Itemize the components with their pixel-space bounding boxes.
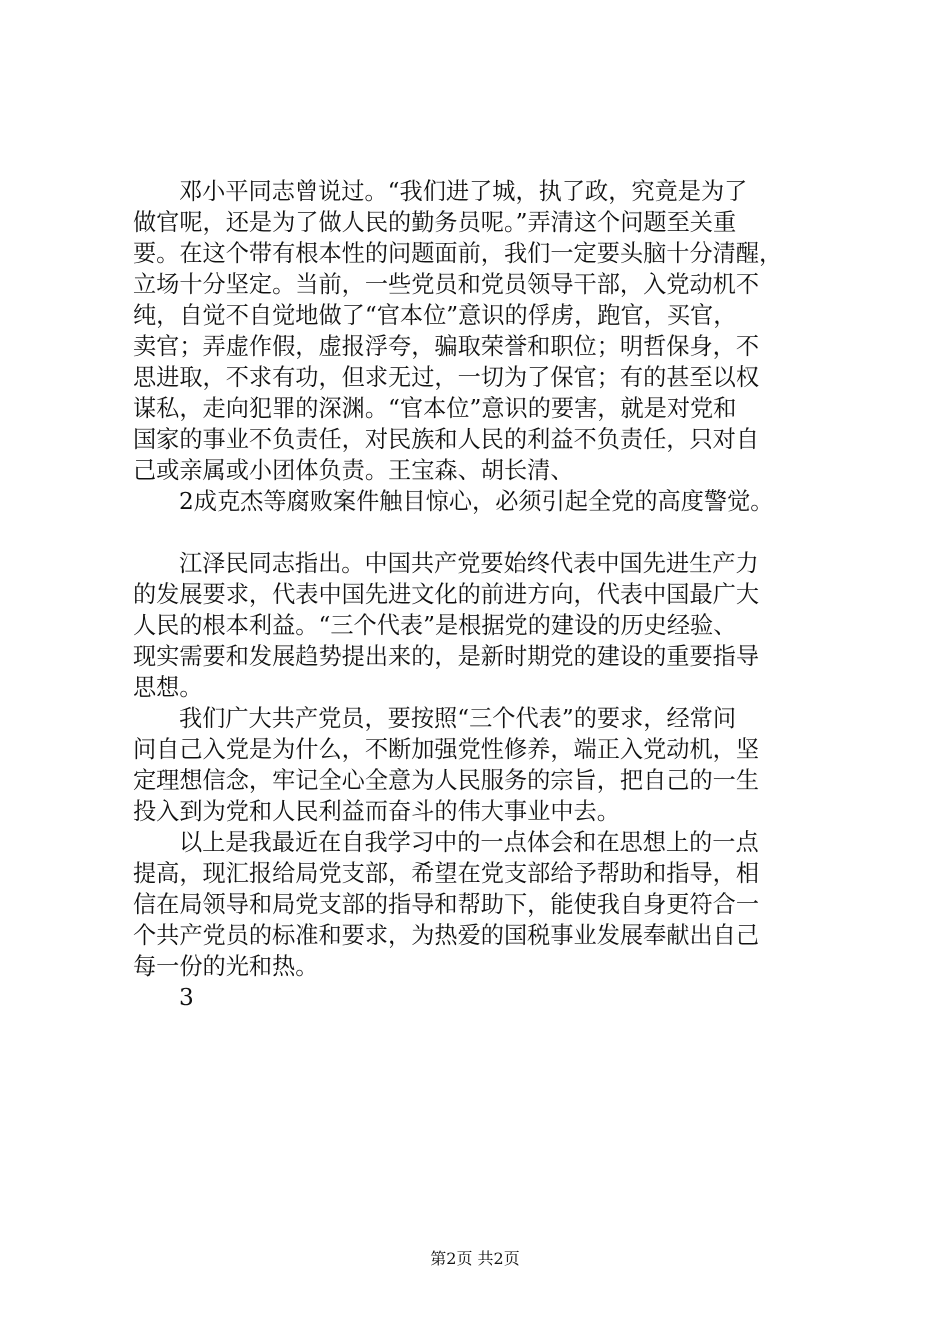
text-line: 立场十分坚定。当前，一些党员和党员领导干部，入党动机不	[133, 271, 760, 298]
text-line: 的发展要求，代表中国先进文化的前进方向，代表中国最广大	[133, 581, 760, 608]
text-line: 纯，自觉不自觉地做了“官本位”意识的俘虏，跑官，买官，	[133, 302, 737, 329]
text-line: 江泽民同志指出。中国共产党要始终代表中国先进生产力	[179, 550, 759, 577]
text-line: 人民的根本利益。“三个代表”是根据党的建设的历史经验、	[133, 612, 737, 639]
text-line: 3	[179, 984, 194, 1011]
text-line: 个共产党员的标准和要求，为热爱的国税事业发展奉献出自己	[133, 922, 760, 949]
text-line: 以上是我最近在自我学习中的一点体会和在思想上的一点	[179, 829, 759, 856]
blank-line	[133, 517, 833, 548]
text-line: 问自己入党是为什么，不断加强党性修养，端正入党动机，坚	[133, 736, 760, 763]
text-line: 思想。	[133, 674, 203, 701]
text-line: 思进取，不求有功，但求无过，一切为了保官；有的甚至以权	[133, 364, 760, 391]
text-line: 2成克杰等腐败案件触目惊心，必须引起全党的高度警觉。	[179, 488, 774, 515]
text-line: 邓小平同志曾说过。“我们进了城，执了政，究竟是为了	[179, 178, 748, 205]
text-line: 做官呢，还是为了做人民的勤务员呢。”弄清这个问题至关重	[133, 209, 737, 236]
text-line: 要。在这个带有根本性的问题面前，我们一定要头脑十分清醒，	[133, 240, 783, 267]
text-line: 国家的事业不负责任，对民族和人民的利益不负责任，只对自	[133, 426, 760, 453]
text-line: 信在局领导和局党支部的指导和帮助下，能使我自身更符合一	[133, 891, 760, 918]
text-line: 我们广大共产党员，要按照“三个代表”的要求，经常问	[179, 705, 737, 732]
text-line: 定理想信念，牢记全心全意为人民服务的宗旨，把自己的一生	[133, 767, 760, 794]
text-line: 提高，现汇报给局党支部，希望在党支部给予帮助和指导，相	[133, 860, 760, 887]
text-line: 卖官；弄虚作假，虚报浮夸，骗取荣誉和职位；明哲保身，不	[133, 333, 760, 360]
text-line: 每一份的光和热。	[133, 953, 319, 980]
text-line: 投入到为党和人民利益而奋斗的伟大事业中去。	[133, 798, 620, 825]
text-line: 己或亲属或小团体负责。王宝森、胡长清、	[133, 457, 574, 484]
text-line: 现实需要和发展趋势提出来的，是新时期党的建设的重要指导	[133, 643, 760, 670]
document-body	[133, 176, 833, 1013]
page-footer: 第2页 共2页	[430, 1249, 520, 1268]
text-line: 谋私，走向犯罪的深渊。“官本位”意识的要害，就是对党和	[133, 395, 737, 422]
